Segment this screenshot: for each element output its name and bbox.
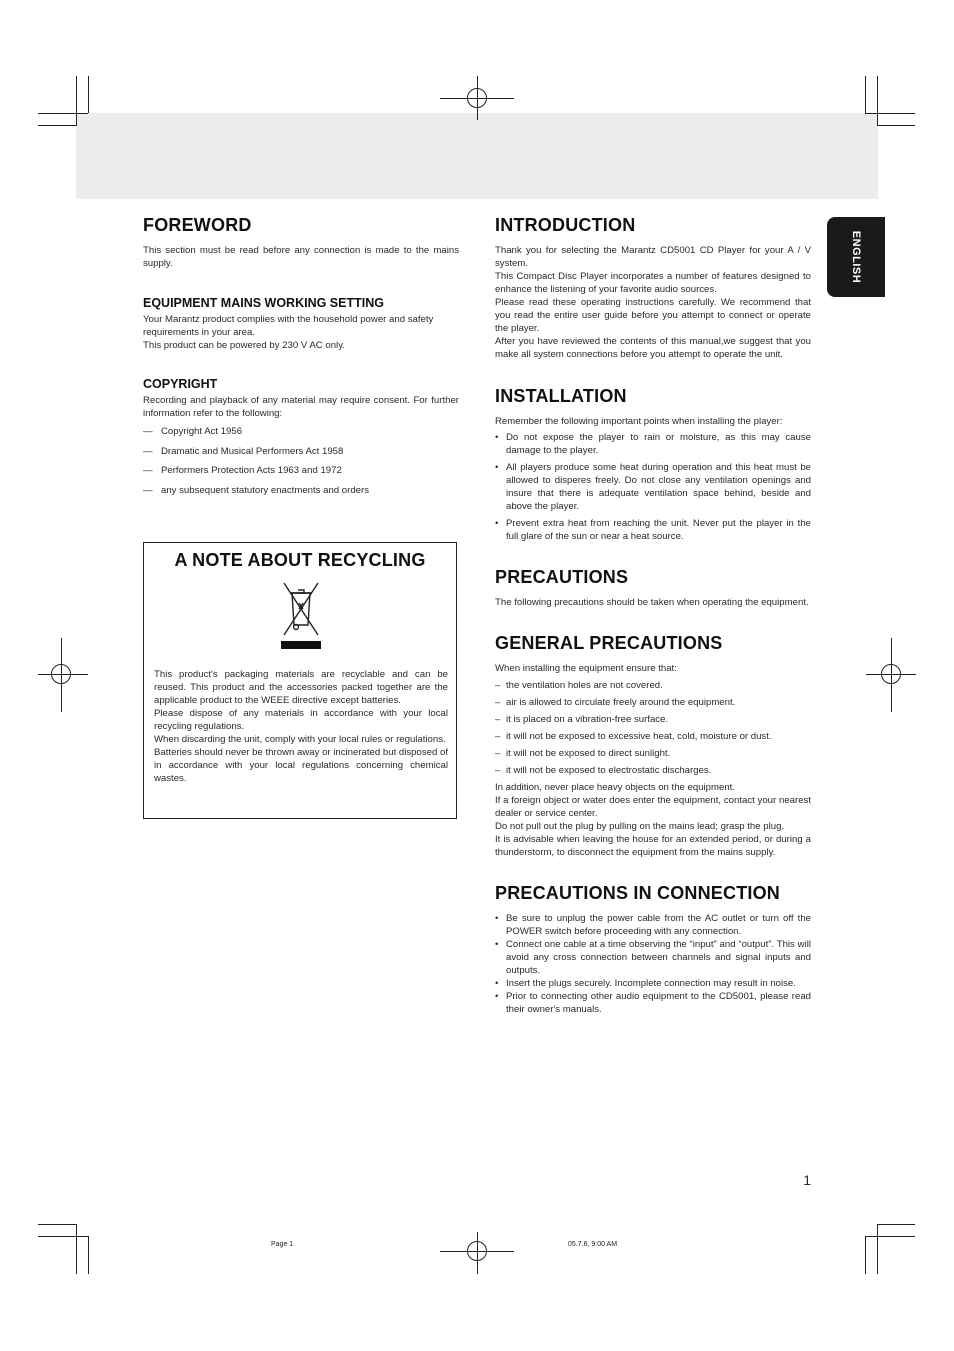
general-precautions-paragraph: Do not pull out the plug by pulling on the mains lead; grasp the plug.	[495, 821, 785, 832]
list-item: — Dramatic and Musical Performers Act 1958	[143, 445, 459, 458]
list-item: • Prevent extra heat from reaching the unit. Never put the player in the full glare of the sun or near a heat source.	[495, 517, 811, 543]
crossed-out-wheelie-bin-icon	[278, 579, 324, 653]
mains-text: Your Marantz product complies with the household power and safety requirements in your area.	[143, 314, 434, 338]
recycling-paragraph: When discarding the unit, comply with your local rules or regulations.	[154, 734, 446, 745]
foreword-section	[143, 214, 459, 503]
introduction-body	[495, 244, 811, 361]
foreword-title: FOREWORD	[143, 215, 252, 235]
list-item: • Prior to connecting other audio equipment to the CD5001, please read their owner's manuals.	[495, 990, 811, 1016]
list-item: – it is placed on a vibration-free surface.	[495, 713, 811, 726]
copyright-text: Recording and playback of any material may require consent. For further information refer to the following:	[143, 395, 459, 419]
list-item: — Copyright Act 1956	[143, 425, 459, 438]
recycling-box	[143, 542, 457, 819]
list-item: • Connect one cable at a time observing the “input” and “output”. This will avoid any cross connection between channels and signal inputs and outputs.	[495, 938, 811, 977]
header-band	[76, 113, 878, 199]
installation-list	[495, 431, 811, 543]
general-precautions-body	[495, 781, 811, 859]
introduction-paragraph: Please read these operating instructions carefully. We recommend that you read the entire user guide before you attempt to connect or operate the player.	[495, 297, 811, 334]
recycling-title: A NOTE ABOUT RECYCLING	[174, 550, 426, 570]
list-item: – air is allowed to circulate freely around the equipment.	[495, 696, 811, 709]
mains-heading: EQUIPMENT MAINS WORKING SETTING	[143, 296, 384, 310]
footer-page-label: Page 1	[271, 1241, 294, 1248]
recycling-paragraph: This product's packaging materials are recyclable and can be reused. This product and the accessories packed together are the applicable product to the WEEE directive except batteries.	[154, 669, 448, 706]
list-item: • Insert the plugs securely. Incomplete connection may result in noise.	[495, 977, 811, 990]
list-item: — Performers Protection Acts 1963 and 1972	[143, 464, 459, 477]
installation-intro: Remember the following important points when installing the player:	[495, 416, 783, 427]
introduction-paragraph: This Compact Disc Player incorporates a number of features designed to enhance the listening of your favorite audio sources.	[495, 271, 811, 295]
general-precautions-list	[495, 679, 811, 777]
precautions-text: The following precautions should be taken when operating the equipment.	[495, 597, 809, 608]
introduction-paragraph: After you have reviewed the contents of this manual,we suggest that you make all system connections before you attempt to operate the unit.	[495, 336, 811, 360]
connection-title: PRECAUTIONS IN CONNECTION	[495, 883, 781, 903]
language-tab	[827, 217, 885, 297]
list-item: • All players produce some heat during operation and this heat must be allowed to disperes freely. Do not close any ventilation openings and insure that there is adequate ventilation space behind, beside and above the player.	[495, 461, 811, 513]
connection-list	[495, 912, 811, 1016]
page-number: 1	[803, 1172, 811, 1188]
general-precautions-paragraph: It is advisable when leaving the house for an extended period, or during a thunderstorm, to disconnect the equipment from the mains supply.	[495, 834, 811, 858]
list-item: • Be sure to unplug the power cable from the AC outlet or turn off the POWER switch before proceeding with any connection.	[495, 912, 811, 938]
right-column	[495, 214, 811, 1016]
general-precautions-title: GENERAL PRECAUTIONS	[495, 633, 723, 653]
general-precautions-paragraph: In addition, never place heavy objects on the equipment.	[495, 782, 736, 793]
copyright-heading: COPYRIGHT	[143, 377, 218, 391]
list-item: • Do not expose the player to rain or moisture, as this may cause damage to the player.	[495, 431, 811, 457]
list-item: – the ventilation holes are not covered.	[495, 679, 811, 692]
introduction-title: INTRODUCTION	[495, 215, 636, 235]
introduction-paragraph: Thank you for selecting the Marantz CD5001 CD Player for your A / V system.	[495, 245, 811, 269]
footer-timestamp: 05.7.6, 9:00 AM	[568, 1241, 618, 1248]
foreword-intro: This section must be read before any connection is made to the mains supply.	[143, 245, 459, 269]
general-precautions-intro: When installing the equipment ensure that:	[495, 663, 677, 674]
list-item: – it will not be exposed to direct sunlight.	[495, 747, 811, 760]
precautions-title: PRECAUTIONS	[495, 567, 629, 587]
language-tab-label: ENGLISH	[850, 230, 862, 284]
general-precautions-paragraph: If a foreign object or water does enter the equipment, contact your nearest dealer or service center.	[495, 795, 811, 819]
list-item: — any subsequent statutory enactments and orders	[143, 484, 459, 497]
recycling-paragraph: Please dispose of any materials in accordance with your local recycling regulations.	[154, 708, 448, 732]
recycling-paragraph: Batteries should never be thrown away or incinerated but disposed of in accordance with your local regulations concerning chemical wastes.	[154, 747, 448, 784]
list-item: – it will not be exposed to electrostatic discharges.	[495, 764, 811, 777]
copyright-list	[143, 425, 459, 497]
list-item: – it will not be exposed to excessive heat, cold, moisture or dust.	[495, 730, 811, 743]
installation-title: INSTALLATION	[495, 386, 627, 406]
mains-text-2: This product can be powered by 230 V AC only.	[143, 340, 345, 351]
